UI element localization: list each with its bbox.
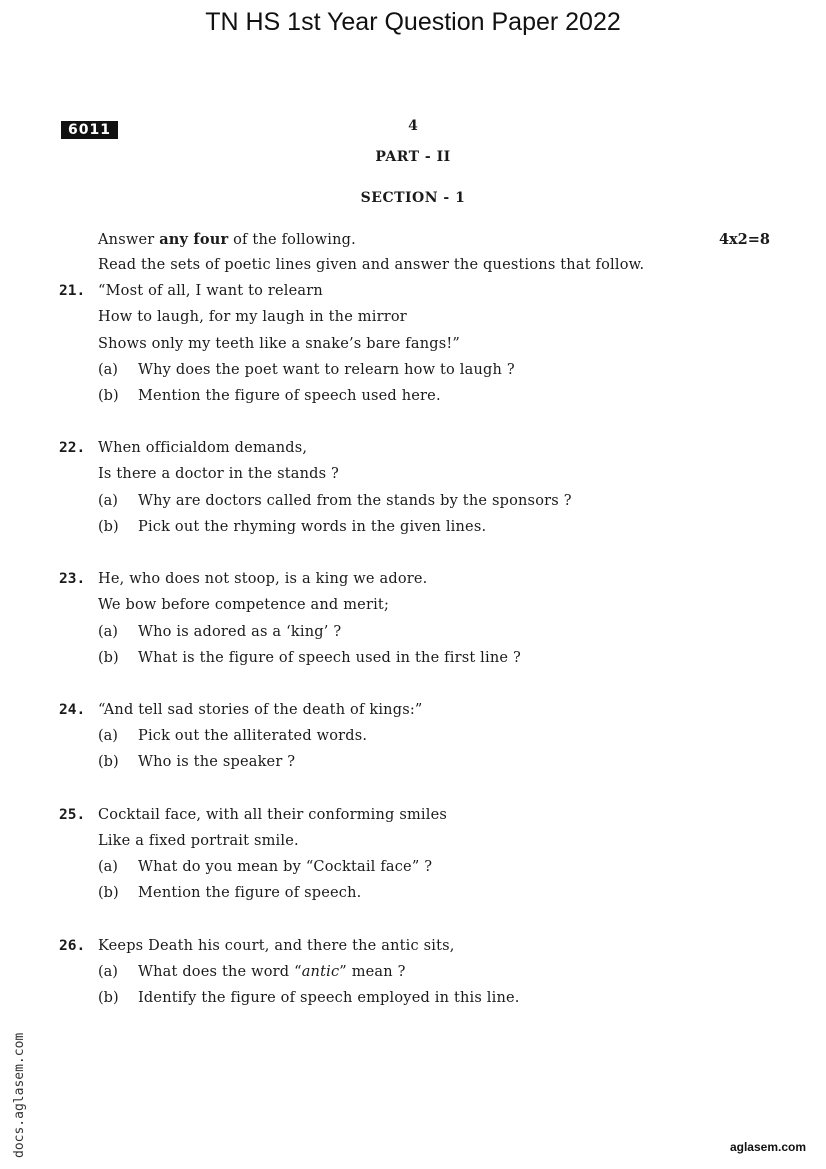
- option-text: Who is adored as a ‘king’ ?: [138, 624, 342, 640]
- question-number: 23.: [59, 571, 86, 587]
- instruction-answer: [98, 231, 356, 248]
- page-number: 4: [408, 118, 418, 134]
- question-number: 24.: [59, 702, 86, 718]
- option-letter: (a): [98, 859, 118, 875]
- option-letter: (b): [98, 885, 119, 901]
- instruction-answer-pre: Answer: [98, 232, 160, 248]
- option-text: Who is the speaker ?: [138, 754, 296, 770]
- side-watermark: docs.aglasem.com: [12, 1032, 27, 1158]
- option-text-post: ” mean ?: [339, 964, 406, 980]
- option-text: Pick out the alliterated words.: [138, 728, 368, 744]
- option-text: What is the figure of speech used in the first line ?: [138, 650, 521, 666]
- option-text-pre: What does the word “: [138, 964, 302, 980]
- option-letter: (b): [98, 754, 119, 770]
- question-line: We bow before competence and merit;: [98, 597, 390, 613]
- option-text-italic: antic: [301, 964, 340, 980]
- question-number: 22.: [59, 440, 86, 456]
- footer-site[interactable]: aglasem.com: [729, 1140, 806, 1154]
- instruction-answer-post: of the following.: [228, 232, 356, 248]
- option-text: Mention the figure of speech.: [138, 885, 362, 901]
- option-letter: (a): [98, 964, 118, 980]
- question-line: Is there a doctor in the stands ?: [98, 466, 340, 482]
- option-letter: (a): [98, 728, 118, 744]
- section-heading: SECTION - 1: [360, 190, 466, 206]
- question-line: “Most of all, I want to relearn: [98, 283, 323, 299]
- option-text: Pick out the rhyming words in the given lines.: [138, 519, 487, 535]
- option-letter: (b): [98, 650, 119, 666]
- question-line: “And tell sad stories of the death of kings:”: [98, 702, 423, 718]
- question-number: 26.: [59, 938, 86, 954]
- part-heading: PART - II: [375, 149, 451, 165]
- option-letter: (a): [98, 362, 118, 378]
- question-line: Cocktail face, with all their conforming smiles: [98, 807, 448, 823]
- question-line: Like a fixed portrait smile.: [98, 833, 299, 849]
- instruction-read: Read the sets of poetic lines given and answer the questions that follow.: [98, 257, 645, 273]
- marks-allocation: 4x2=8: [718, 231, 770, 248]
- question-line: Keeps Death his court, and there the antic sits,: [98, 938, 455, 954]
- option-letter: (b): [98, 388, 119, 404]
- option-text: Why does the poet want to relearn how to laugh ?: [138, 362, 515, 378]
- option-text: Why are doctors called from the stands by the sponsors ?: [138, 493, 572, 509]
- option-text: Mention the figure of speech used here.: [138, 388, 441, 404]
- option-text: Identify the figure of speech employed in this line.: [138, 990, 520, 1006]
- instruction-answer-bold: any four: [159, 231, 229, 248]
- question-line: Shows only my teeth like a snake’s bare fangs!”: [98, 336, 461, 352]
- question-line: When officialdom demands,: [98, 440, 308, 456]
- option-letter: (b): [98, 990, 119, 1006]
- question-line: How to laugh, for my laugh in the mirror: [98, 309, 407, 325]
- option-letter: (a): [98, 624, 118, 640]
- question-line: He, who does not stoop, is a king we adore.: [98, 571, 428, 587]
- paper-code-badge: 6011: [61, 121, 118, 139]
- question-number: 25.: [59, 807, 86, 823]
- option-letter: (a): [98, 493, 118, 509]
- question-number: 21.: [59, 283, 86, 299]
- option-text: [138, 964, 406, 980]
- option-letter: (b): [98, 519, 119, 535]
- page-header-title: TN HS 1st Year Question Paper 2022: [205, 8, 621, 36]
- option-text: What do you mean by “Cocktail face” ?: [138, 859, 433, 875]
